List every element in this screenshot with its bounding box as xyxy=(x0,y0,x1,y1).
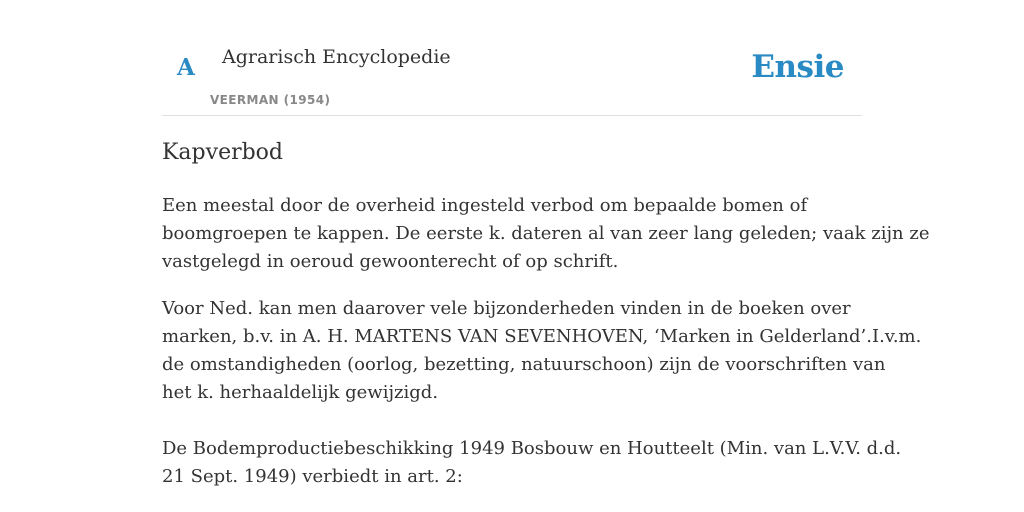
article-title: Kapverbod xyxy=(162,140,284,165)
paragraph-line: marken, b.v. in A. H. MARTENS VAN SEVENHOVEN, ‘Marken in Gelderland’.I.v.m. xyxy=(162,326,922,347)
paragraph-line: vastgelegd in oeroud gewoonterecht of op schrift. xyxy=(162,251,619,272)
paragraph-line: Voor Ned. kan men daarover vele bijzonderheden vinden in de boeken over xyxy=(162,298,851,319)
paragraph-line: de omstandigheden (oorlog, bezetting, natuurschoon) zijn de voorschriften van xyxy=(162,354,886,375)
entry-header xyxy=(162,0,862,116)
paragraph-line: het k. herhaaldelijk gewijzigd. xyxy=(162,382,439,403)
paragraph-line: De Bodemproductiebeschikking 1949 Bosbouw en Houtteelt (Min. van L.V.V. d.d. xyxy=(162,438,902,459)
encyclopedia-title[interactable]: Agrarisch Encyclopedie xyxy=(222,46,451,68)
article-paragraph xyxy=(162,295,922,407)
page-container xyxy=(162,0,930,487)
article-paragraph xyxy=(162,192,930,276)
paragraph-line: boomgroepen te kappen. De eerste k. dateren al van zeer lang geleden; vaak zijn ze xyxy=(162,223,930,244)
paragraph-line: 21 Sept. 1949) verbiedt in art. 2: xyxy=(162,466,463,487)
article-paragraph xyxy=(162,435,902,491)
author-label: VEERMAN (1954) xyxy=(210,93,331,107)
ensie-logo[interactable]: Ensie xyxy=(751,49,844,85)
paragraph-line: Een meestal door de overheid ingesteld verbod om bepaalde bomen of xyxy=(162,195,808,216)
index-letter[interactable]: A xyxy=(177,54,195,81)
